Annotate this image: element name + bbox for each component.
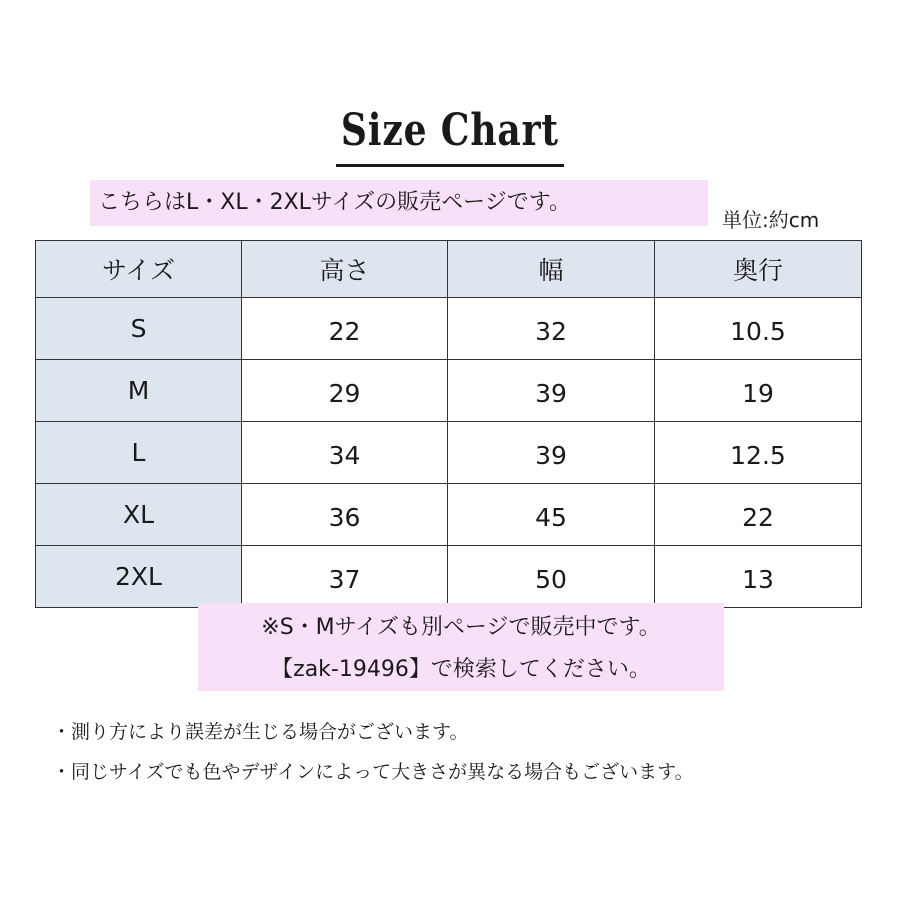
width-cell: 50: [448, 546, 655, 608]
height-cell: 36: [242, 484, 448, 546]
header-size: サイズ: [36, 241, 242, 298]
title-wrap: [0, 100, 900, 167]
notice-line: ※S・Mサイズも別ページで販売中です。: [261, 615, 661, 640]
table-row: [36, 298, 862, 360]
depth-cell: 13: [655, 546, 862, 608]
size-cell: XL: [36, 484, 242, 546]
header-height: 高さ: [242, 241, 448, 298]
depth-cell: 19: [655, 360, 862, 422]
size-cell: L: [36, 422, 242, 484]
width-cell: 39: [448, 360, 655, 422]
width-cell: 32: [448, 298, 655, 360]
notice-box: [198, 603, 724, 691]
table-row: [36, 484, 862, 546]
table-row: [36, 546, 862, 608]
header-depth: 奥行: [655, 241, 862, 298]
notice-line: 【zak-19496】で検索してください。: [271, 657, 651, 682]
depth-cell: 22: [655, 484, 862, 546]
size-cell: 2XL: [36, 546, 242, 608]
footnote: ・同じサイズでも色やデザインによって大きさが異なる場合もございます。: [52, 761, 694, 783]
width-cell: 39: [448, 422, 655, 484]
table-row: [36, 422, 862, 484]
size-cell: M: [36, 360, 242, 422]
header-width: 幅: [448, 241, 655, 298]
table-row: [36, 360, 862, 422]
footnote: ・測り方により誤差が生じる場合がございます。: [52, 721, 469, 743]
depth-cell: 10.5: [655, 298, 862, 360]
size-cell: S: [36, 298, 242, 360]
height-cell: 29: [242, 360, 448, 422]
height-cell: 37: [242, 546, 448, 608]
height-cell: 34: [242, 422, 448, 484]
page-title: Size Chart: [336, 100, 564, 167]
width-cell: 45: [448, 484, 655, 546]
depth-cell: 12.5: [655, 422, 862, 484]
height-cell: 22: [242, 298, 448, 360]
size-table: [35, 240, 862, 608]
table-header-row: [36, 241, 862, 298]
subtitle-banner: こちらはL・XL・2XLサイズの販売ページです。: [90, 180, 708, 226]
unit-label: 単位:約cm: [722, 208, 820, 232]
footnotes: [52, 712, 694, 792]
